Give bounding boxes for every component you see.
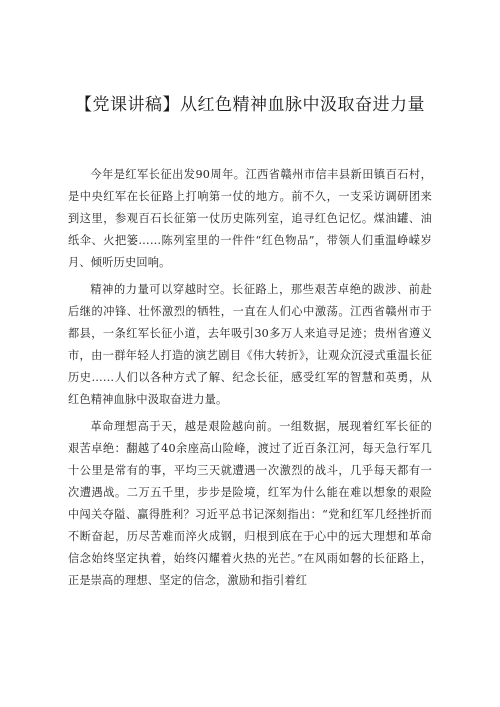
document-title: 【党课讲稿】从红色精神血脉中汲取奋进力量 xyxy=(75,95,425,115)
paragraph-3: 革命理想高于天，越是艰险越向前。一组数据，展现着红军长征的艰苦卓绝：翻越了40余座高山险峰，渡过了近百条江河，每天急行军几十公里是常有的事，平均三天就遭遇一次激烈的战斗，几乎每天都有一次遭遇战。二万五千里，步步是险境，红军为什么能在难以想象的艰险中闯关夺隘、赢得胜利？习近平总书记深刻指出：“党和红军几经挫折而不断奋起，历尽苦难而淬火成钢，归根到底在于心中的远大理想和革命信念始终坚定执着，始终闪耀着火热的光芒。”在风雨如磐的长征路上，正是崇高的理想、坚定的信念，激励和指引着红 xyxy=(68,420,432,587)
paragraph-2: 精神的力量可以穿越时空。长征路上，那些艰苦卓绝的跋涉、前赴后继的冲锋、壮怀激烈的牺牲，一直在人们心中激荡。江西省赣州市于都县，一条红军长征小道，去年吸引30多万人来追寻足迹；贵州省遵义市，由一群年轻人打造的演艺剧目《伟大转折》，让观众沉浸式重温长征历史……人们以各种方式了解、纪念长征，感受红军的智慧和英勇，从红色精神血脉中汲取奋进力量。 xyxy=(68,283,432,406)
paragraph-1: 今年是红军长征出发90周年。江西省赣州市信丰县新田镇百石村，是中央红军在长征路上打响第一仗的地方。前不久，一支采访调研团来到这里，参观百石长征第一仗历史陈列室，追寻红色记忆。煤油罐、油纸伞、火把篓……陈列室里的一件件“红色物品”，带领人们重温峥嵘岁月、倾听历史回响。 xyxy=(68,168,432,269)
document-body xyxy=(68,164,432,597)
